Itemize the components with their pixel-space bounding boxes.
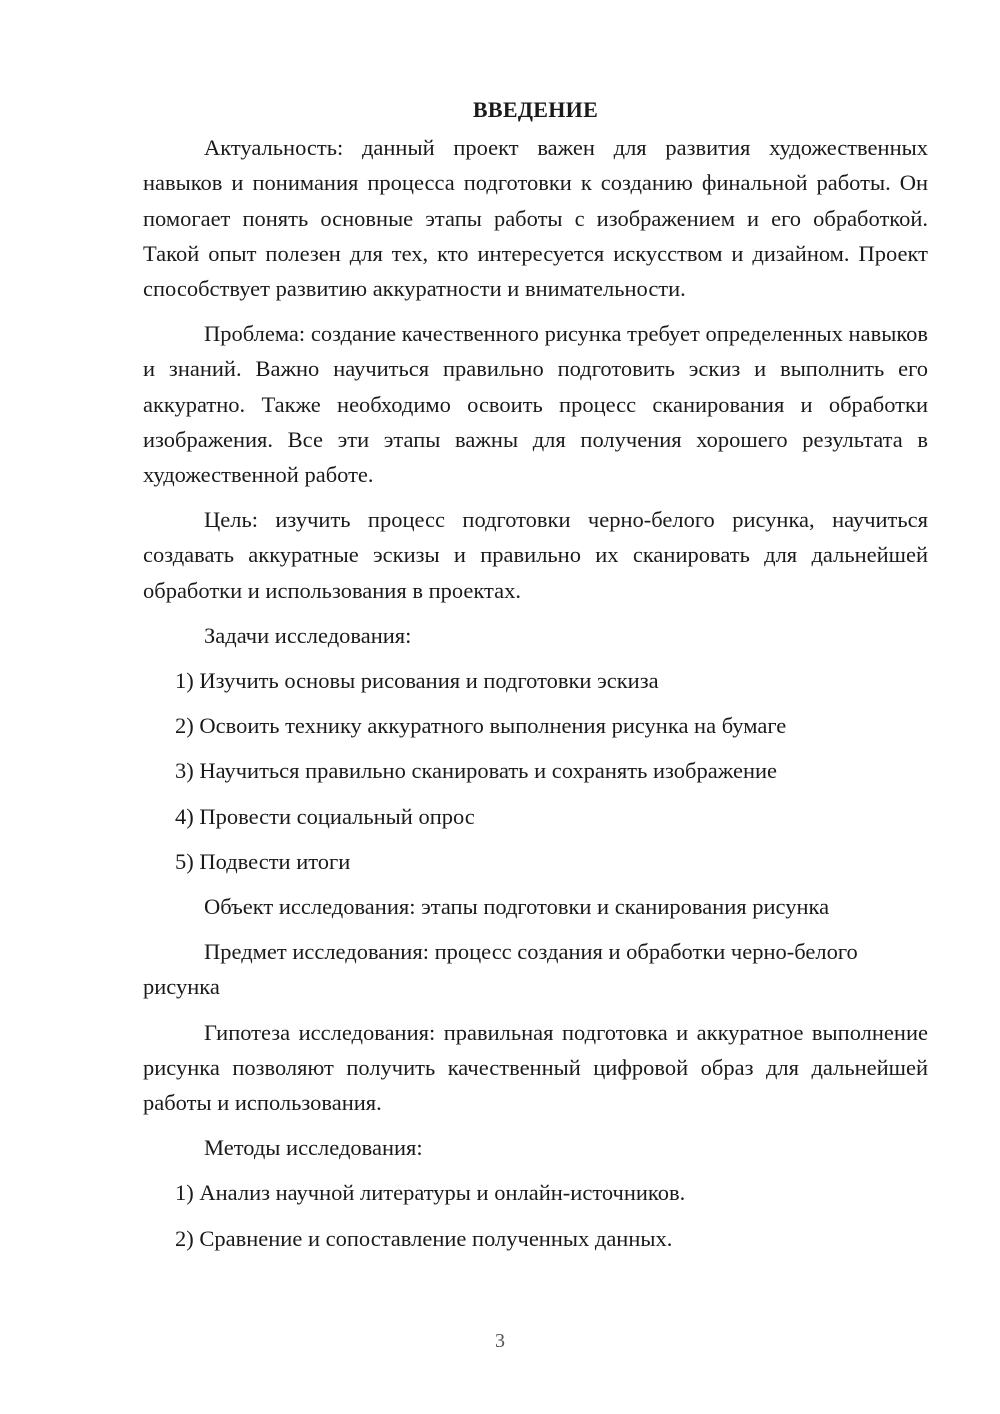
page-number: 3: [495, 1330, 505, 1352]
task-item: 5) Подвести итоги: [175, 848, 351, 874]
object-paragraph: Объект исследования: этапы подготовки и сканирования рисунка: [204, 894, 830, 920]
method-item: 1) Анализ научной литературы и онлайн-источников.: [175, 1180, 686, 1206]
methods-heading: Методы исследования:: [204, 1135, 423, 1161]
relevance-paragraph: Актуальность: данный проект важен для развития художественных навыков и понимания процесса подготовки к созданию финальной работы. Он помогает понять основные этапы работы с изображением и его обработкой. Такой опыт полезен для тех, кто интересуется искусством и дизайном. Проект способствует развитию аккуратности и внимательности.: [143, 135, 928, 302]
subject-paragraph: Предмет исследования: процесс создания и обработки черно-белого рисунка: [143, 939, 858, 1000]
task-item: 3) Научиться правильно сканировать и сохранять изображение: [175, 758, 778, 784]
hypothesis-paragraph: Гипотеза исследования: правильная подготовка и аккуратное выполнение рисунка позволяют получить качественный цифровой образ для дальнейшей работы и использования.: [143, 1019, 928, 1116]
method-item: 2) Сравнение и сопоставление полученных данных.: [175, 1225, 673, 1251]
section-title: ВВЕДЕНИЕ: [472, 97, 599, 122]
task-item: 2) Освоить технику аккуратного выполнения рисунка на бумаге: [175, 713, 787, 739]
task-item: 1) Изучить основы рисования и подготовки эскиза: [175, 668, 659, 694]
goal-paragraph: Цель: изучить процесс подготовки черно-белого рисунка, научиться создавать аккуратные эскизы и правильно их сканировать для дальнейшей обработки и использования в проектах.: [143, 507, 928, 603]
problem-paragraph: Проблема: создание качественного рисунка требует определенных навыков и знаний. Важно научиться правильно подготовить эскиз и выполнить его аккуратно. Также необходимо освоить процесс сканирования и обработки изображения. Все эти этапы важны для получения хорошего результата в художественной работе.: [143, 321, 928, 488]
task-item: 4) Провести социальный опрос: [175, 803, 475, 829]
tasks-list: [143, 663, 928, 879]
document-page: [143, 92, 928, 1266]
tasks-heading: Задачи исследования:: [204, 622, 412, 648]
methods-list: [143, 1175, 928, 1255]
